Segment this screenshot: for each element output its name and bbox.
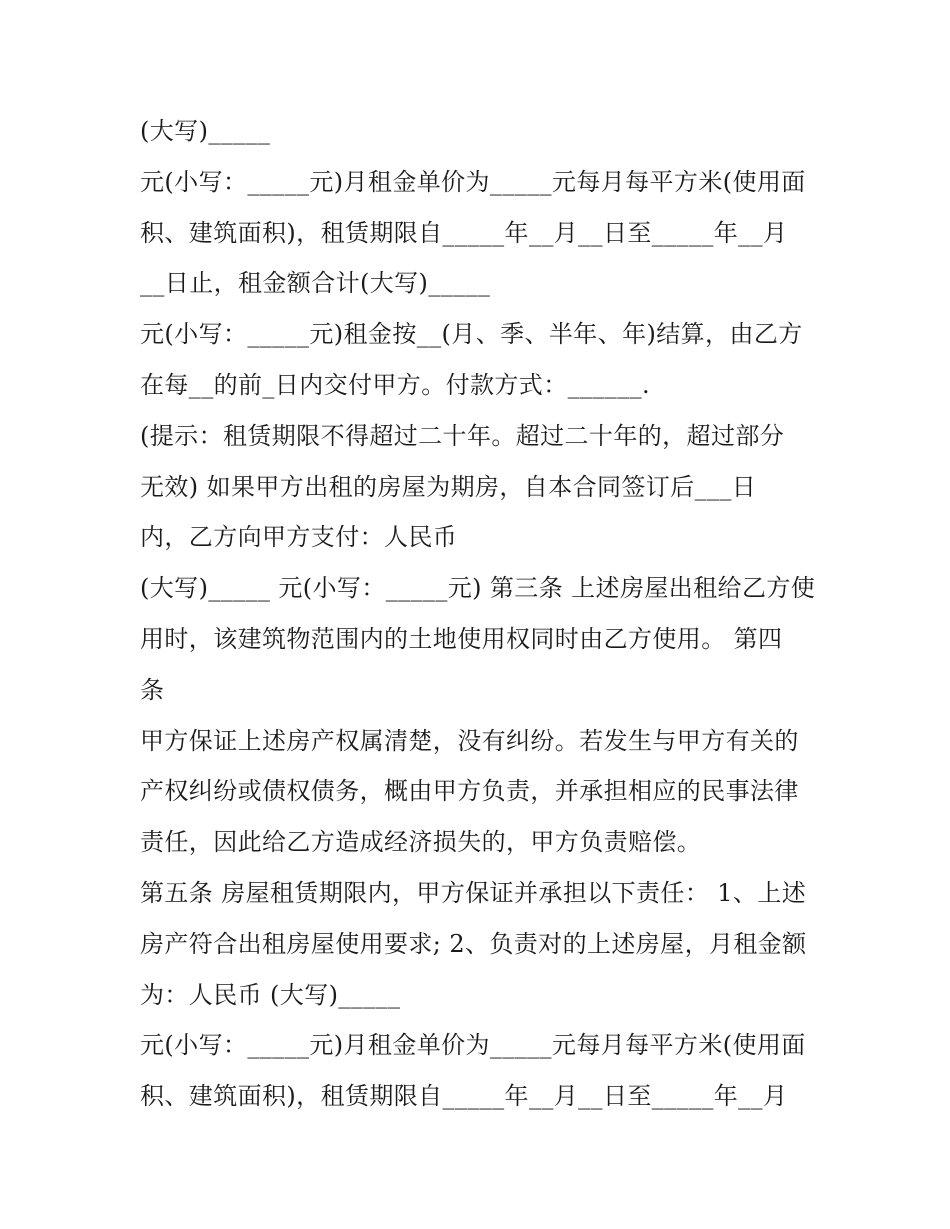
text-line: 用时，该建筑物范围内的土地使用权同时由乙方使用。 第四 [140,624,783,653]
text-line: 房产符合出租房屋使用要求; 2、负责对的上述房屋，月租金额 [140,929,807,958]
text-line: 无效) 如果甲方出租的房屋为期房，自本合同签订后___日 [140,472,757,501]
text-line: (大写)_____ 元(小写：_____元) 第三条 上述房屋出租给乙方使 [140,574,816,603]
text-line: 积、建筑面积)，租赁期限自_____年__月__日至_____年__月 [140,218,788,247]
text-line: 产权纠纷或债权债务，概由甲方负责，并承担相应的民事法律 [140,777,799,806]
text-line: 元(小写：_____元)租金按__(月、季、半年、年)结算，由乙方 [140,320,803,349]
text-line: 为：人民币 (大写)_____ [140,980,401,1009]
text-line: 元(小写：_____元)月租金单价为_____元每月每平方米(使用面 [140,167,806,196]
text-line: 责任，因此给乙方造成经济损失的，甲方负责赔偿。 [140,828,702,857]
text-line: 条 [140,675,165,704]
text-line: 元(小写：_____元)月租金单价为_____元每月每平方米(使用面 [140,1031,806,1060]
text-line: __日止，租金额合计(大写)_____ [140,269,491,298]
text-line: (大写)_____ [140,117,271,145]
text-line: 在每__的前_日内交付甲方。付款方式：______. [140,370,651,399]
text-line: 甲方保证上述房产权属清楚，没有纠纷。若发生与甲方有关的 [140,726,799,755]
text-line: 第五条 房屋租赁期限内，甲方保证并承担以下责任： 1、上述 [140,878,807,907]
text-line: 内，乙方向甲方支付：人民币 [140,523,458,552]
document-body [140,106,820,1122]
text-line: (提示：租赁期限不得超过二十年。超过二十年的，超过部分 [140,421,785,450]
text-line: 积、建筑面积)，租赁期限自_____年__月__日至_____年__月 [140,1082,788,1111]
